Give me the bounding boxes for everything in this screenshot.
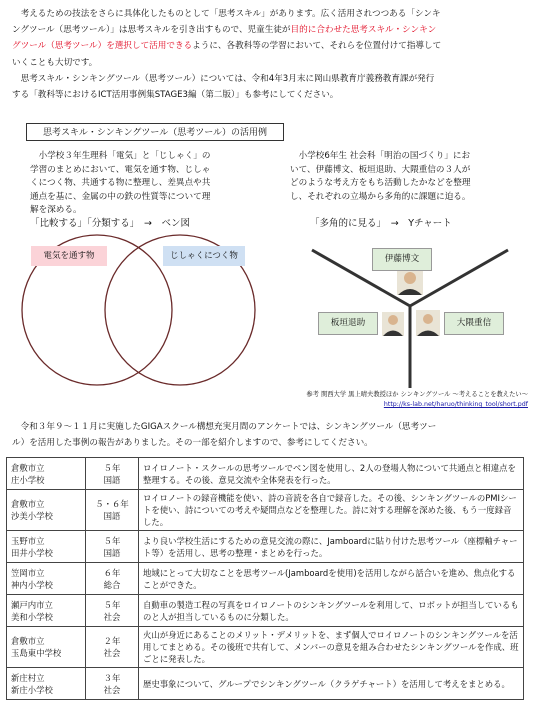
- ychart-left-label: 板垣退助: [318, 312, 378, 335]
- city-name: 笠岡市立: [11, 567, 45, 578]
- description-line: くにつく物、共通する物に整理し、差異点や共: [30, 178, 211, 188]
- grade-cell: [86, 531, 139, 563]
- school-cell: [7, 627, 86, 668]
- venn-label-left: 電気を通す物: [31, 246, 107, 266]
- intro-line-1: 考えるための技法をさらに具体化したものとして「思考スキル」があります。広く活用されつつある「シンキ: [12, 9, 441, 19]
- ychart-description: [290, 150, 528, 204]
- venn-heading: 「比較する」「分類する」 → ベン図: [30, 218, 190, 229]
- description-line: 通点を基に、金属の中の鉄の性質等について理: [30, 191, 211, 202]
- table-row: [7, 563, 524, 595]
- intro-line-6: する「教科等におけるICT活用事例集STAGE3編（第二版）」も参考にしてください。: [12, 90, 339, 101]
- table-row: [7, 595, 524, 627]
- school-name: 田井小学校: [11, 547, 53, 558]
- city-name: 倉敷市立: [11, 636, 45, 646]
- description-cell: ロイロノート・スクールの思考ツールでベン図を使用し、2人の登場人物について共通点と相違点を整理する。その後、意見交流や全体発表を行った。: [139, 458, 524, 490]
- intro-line-4: いくことも大切です。: [12, 57, 98, 68]
- subject: 社会: [103, 611, 121, 622]
- intro-line-2: [12, 22, 528, 38]
- grade-cell: [86, 490, 139, 531]
- school-cell: [7, 531, 86, 563]
- school-cell: [7, 563, 86, 595]
- intro-paragraph: [12, 6, 528, 103]
- description-line: 学習のまとめにおいて、電気を通す物、じしゃ: [30, 164, 211, 175]
- grade-cell: [86, 627, 139, 668]
- intro-text: ングツール（思考ツール）」は思考スキルを引き出すもので、児童生徒が: [12, 25, 291, 36]
- okuma-portrait-icon: [416, 310, 440, 336]
- venn-description: [30, 150, 252, 218]
- grade: ５年: [103, 599, 121, 610]
- survey-line-2: ル）を活用した事例の報告がありました。その一部を紹介しますので、参考にしてください。: [12, 438, 373, 449]
- grade: ５・６年: [95, 499, 129, 509]
- grade-cell: [86, 668, 139, 700]
- description-cell: 歴史事象について、グループでシンキングツール（クラゲチャート）を活用して考えをまとめる。: [139, 668, 524, 700]
- school-cell: [7, 595, 86, 627]
- intro-text: ように、各教科等の学習において、それらを位置付けて指導して: [192, 41, 442, 52]
- description-line: 小学校３年生理科「電気」と「じしゃく」の: [30, 151, 211, 161]
- school-name: 新庄小学校: [11, 684, 53, 695]
- description-cell: 自動車の製造工程の写真をロイロノートのシンキングツールを利用して、ロボットが担当しているものと人が担当しているものに分類した。: [139, 595, 524, 627]
- city-name: 玉野市立: [11, 535, 45, 546]
- school-cell: [7, 458, 86, 490]
- school-name: 庄小学校: [11, 474, 45, 485]
- grade: ５年: [103, 462, 121, 473]
- description-cell: ロイロノートの録音機能を使い、詩の音読を各自で録音した。その後、シンキングツールのPMIシートを使い、詩についての考えや疑問点などを整理した。詩に対する理解を深めた後、もう一度録音した。: [139, 490, 524, 531]
- table-row: [7, 627, 524, 668]
- survey-line-1: 令和３年９～１１月に実施したGIGAスクール構想充実月間のアンケートでは、シンキングツール（思考ツー: [12, 422, 437, 432]
- description-cell: より良い学校生活にするための意見交流の際に、Jamboardに貼り付けた思考ツール（座標軸チャート等）を活用し、思考の整理・まとめを行った。: [139, 531, 524, 563]
- city-name: 倉敷市立: [11, 462, 45, 473]
- examples-title: 思考スキル・シンキングツール（思考ツール）の活用例: [26, 123, 284, 141]
- grade: ３年: [103, 672, 121, 683]
- description-line: し、それぞれの立場から多角的に課題に迫る。: [290, 191, 471, 202]
- school-cell: [7, 490, 86, 531]
- intro-line-5: 思考スキル・シンキングツール（思考ツール）については、令和4年3月末に岡山県教育庁義務教育課が発行: [12, 73, 435, 84]
- school-name: 玉島東中学校: [11, 648, 62, 658]
- table-row: [7, 668, 524, 700]
- ychart-right-label: 大隈重信: [444, 312, 504, 335]
- description-cell: 火山が身近にあることのメリット・デメリットを、まず個人でロイロノートのシンキングツールを活用してまとめる。その後班で共有して、メンバーの意見を組み合わせたシンキングツールを作成、班ごとに発表した。: [139, 627, 524, 668]
- intro-line-3: [12, 38, 528, 54]
- grade: ２年: [103, 636, 121, 646]
- school-cell: [7, 668, 86, 700]
- table-row: [7, 490, 524, 531]
- subject: 国語: [103, 474, 121, 485]
- ychart-top-label: 伊藤博文: [372, 248, 432, 271]
- school-name: 美和小学校: [11, 611, 53, 622]
- description-line: 小学校6年生 社会科「明治の国づくり」にお: [290, 151, 471, 161]
- credit: [250, 390, 528, 410]
- survey-paragraph: [12, 419, 528, 451]
- grade-cell: [86, 563, 139, 595]
- description-line: いて、伊藤博文、板垣退助、大隈重信の３人が: [290, 164, 471, 175]
- table-row: [7, 458, 524, 490]
- school-name: 沙美小学校: [11, 511, 53, 521]
- subject: 社会: [103, 684, 121, 695]
- subject: 社会: [103, 648, 121, 658]
- grade-cell: [86, 595, 139, 627]
- city-name: 倉敷市立: [11, 499, 45, 509]
- table-row: [7, 531, 524, 563]
- description-cell: 地域にとって大切なことを思考ツール(Jamboardを使用)を活用しながら話合いを進め、焦点化することができた。: [139, 563, 524, 595]
- subject: 国語: [103, 511, 121, 521]
- credit-text: 参考 関西大学 黒上晴夫教授ほか シンキングツール ～考えることを教えたい～: [306, 391, 528, 398]
- credit-link[interactable]: http://ks-lab.net/haruo/thinking_tool/short.pdf: [383, 401, 528, 408]
- description-line: 解を深める。: [30, 205, 82, 215]
- intro-highlight: 目的に合わせた思考スキル・シンキン: [290, 25, 437, 36]
- cases-table: [6, 457, 524, 700]
- ychart-heading: 「多角的に見る」 → Yチャート: [310, 218, 452, 229]
- venn-label-right: じしゃくにつく物: [163, 246, 245, 266]
- subject: 総合: [103, 579, 121, 590]
- intro-highlight: グツール（思考ツール）を選択して活用できる: [12, 41, 193, 52]
- grade: ６年: [103, 567, 121, 578]
- grade: ５年: [103, 535, 121, 546]
- ito-portrait-icon: [397, 269, 423, 295]
- school-name: 神内小学校: [11, 579, 53, 590]
- description-line: どのような考え方をもち活動したかなどを整理: [290, 178, 471, 188]
- city-name: 新庄村立: [11, 672, 45, 683]
- itagaki-portrait-icon: [382, 312, 404, 336]
- city-name: 瀬戸内市立: [11, 599, 53, 610]
- grade-cell: [86, 458, 139, 490]
- subject: 国語: [103, 547, 121, 558]
